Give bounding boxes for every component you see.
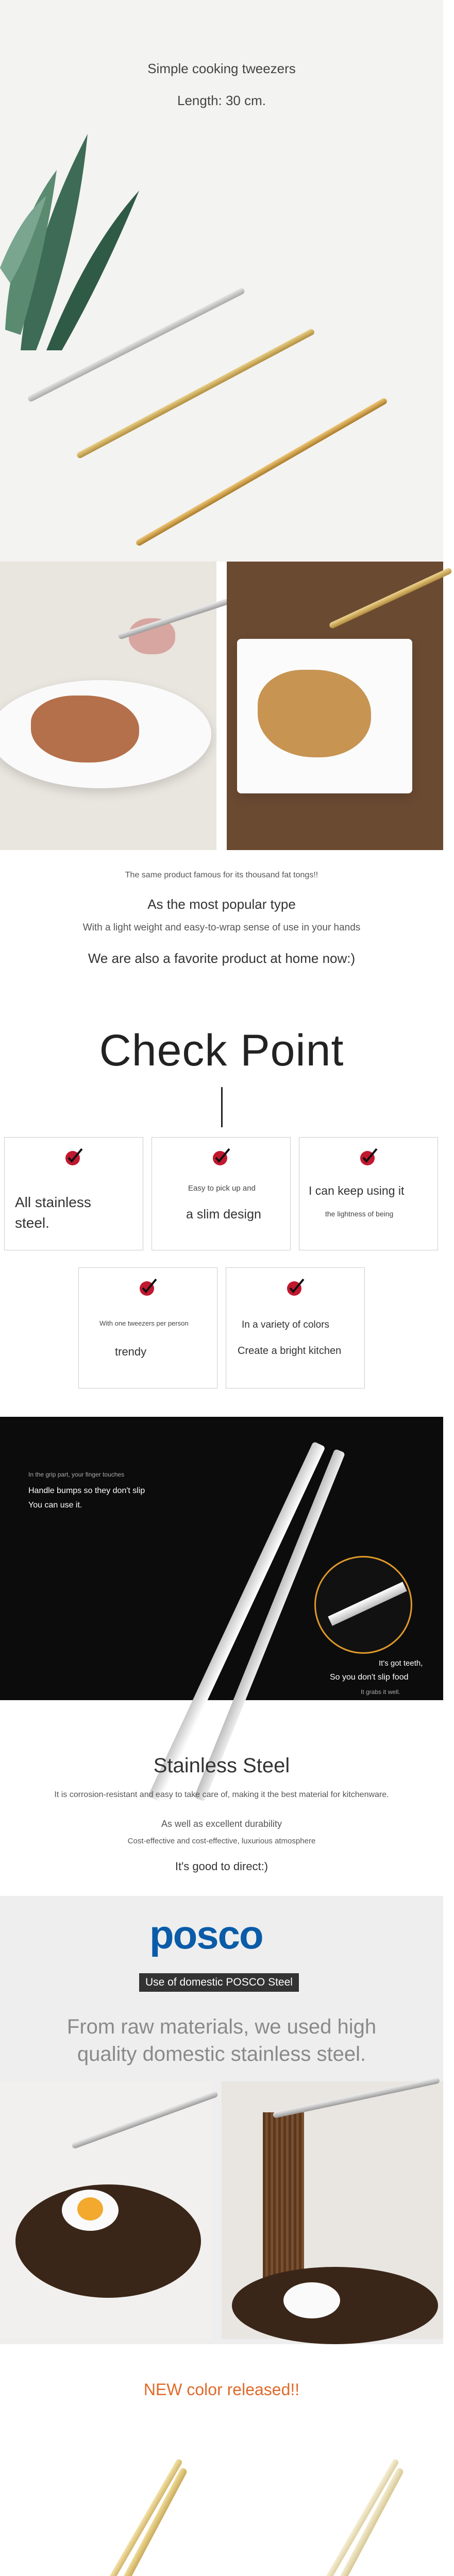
champagne-tweezers-product-arm	[286, 2458, 399, 2576]
tip-label-2: So you don't slip food	[330, 1673, 409, 1682]
champagne-tweezers-product	[296, 2467, 405, 2576]
tip-label: It's got teeth,	[379, 1659, 423, 1668]
gold-tweezers-product	[80, 2467, 188, 2576]
check-card-trendy	[78, 1267, 217, 1388]
check-card-text: All stainless	[15, 1194, 91, 1210]
posco-logo: posco	[149, 1912, 263, 1957]
check-card-small: Easy to pick up and	[188, 1184, 256, 1193]
check-icon	[359, 1148, 379, 1166]
grip-label: Handle bumps so they don't slip	[28, 1486, 145, 1495]
check-cards-row2	[0, 1216, 443, 1391]
popular-intro	[0, 855, 443, 1025]
new-colors-section	[0, 2344, 443, 2576]
hero-length: Length: 30 cm.	[177, 93, 266, 108]
check-icon	[64, 1148, 85, 1166]
stainless-line3: Cost-effective and cost-effective, luxurious atmosphere	[127, 1837, 316, 1845]
check-card-big: I can keep using it	[309, 1184, 405, 1197]
check-card-big: trendy	[115, 1345, 147, 1358]
stainless-line2: As well as excellent durability	[161, 1819, 282, 1829]
hero-section	[0, 0, 443, 562]
stainless-title: Stainless Steel	[153, 1754, 290, 1777]
check-card-small: In a variety of colors	[242, 1319, 330, 1330]
hero-subtitle: Simple cooking tweezers	[147, 61, 296, 76]
check-card-small: With one tweezers per person	[99, 1319, 189, 1327]
new-color-title: NEW color released!!	[143, 2380, 300, 2399]
popular-line1: The same product famous for its thousand fat tongs!!	[125, 871, 318, 879]
posco-headline-2: quality domestic stainless steel.	[77, 2043, 366, 2065]
check-icon	[285, 1278, 306, 1297]
popular-line3: With a light weight and easy-to-wrap sense of use in your hands	[82, 922, 361, 933]
grip-detail-section	[0, 1417, 443, 1700]
stainless-line4: It's good to direct:)	[175, 1860, 268, 1873]
plant-leaves-image	[0, 113, 155, 350]
grip-label-small: In the grip part, your finger touches	[28, 1471, 125, 1478]
gold-tweezers-product-arm	[70, 2458, 183, 2576]
tip-label-3: It grabs it well.	[361, 1688, 400, 1696]
stainless-section	[0, 1700, 443, 1896]
check-icon	[211, 1148, 232, 1166]
photo-noodles-egg	[0, 2081, 211, 2339]
photo-noodles-lift	[222, 2081, 443, 2339]
posco-headline-1: From raw materials, we used high	[66, 2015, 377, 2038]
check-icon	[138, 1278, 159, 1297]
stainless-line1: It is corrosion-resistant and easy to take care of, making it the best material for kitchenware.	[54, 1790, 389, 1799]
popular-line4: We are also a favorite product at home now:)	[88, 951, 356, 966]
tip-magnifier	[314, 1556, 412, 1654]
popular-line2: As the most popular type	[147, 896, 296, 912]
posco-badge: Use of domestic POSCO Steel	[139, 1973, 299, 1992]
check-card-text: steel.	[15, 1215, 49, 1231]
check-card-big: Create a bright kitchen	[238, 1345, 342, 1357]
check-card-colors	[226, 1267, 365, 1388]
check-card-big: a slim design	[186, 1207, 261, 1222]
posco-section	[0, 1896, 443, 2344]
photo-plating-meat	[0, 562, 216, 850]
check-point-title: Check Point	[99, 1026, 344, 1075]
photo-cutlet-plate	[227, 562, 443, 850]
check-point-section	[0, 1025, 443, 1231]
usage-photos	[0, 562, 443, 855]
champagne-tweezers	[135, 397, 388, 547]
check-card-small: the lightness of being	[325, 1210, 394, 1218]
divider	[221, 1087, 223, 1127]
grip-label-2: You can use it.	[28, 1501, 82, 1510]
